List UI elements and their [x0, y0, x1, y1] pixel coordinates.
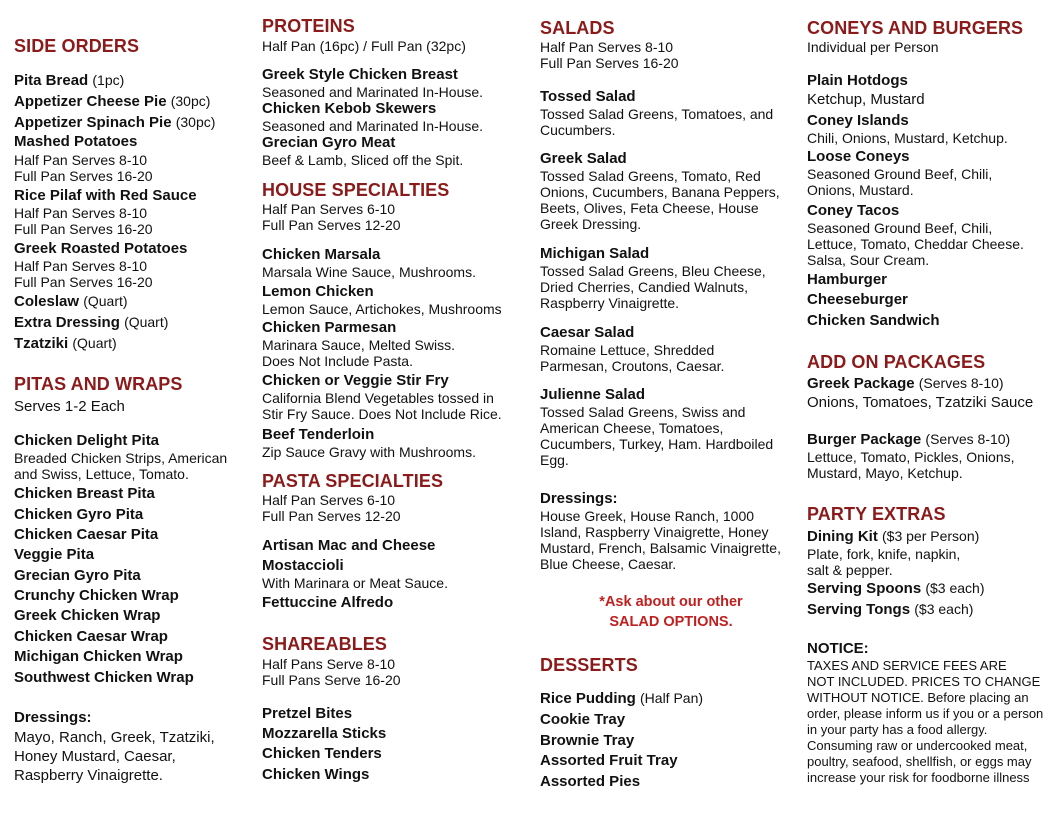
protein-item: Grecian Gyro Meat: [262, 134, 396, 151]
coney-desc: Seasoned Ground Beef, Chili,: [807, 166, 993, 182]
house-item-desc: Does Not Include Pasta.: [262, 353, 413, 369]
salad-desc: Tossed Salad Greens, Tomato, Red: [540, 168, 761, 184]
coney-desc: Onions, Mustard.: [807, 182, 914, 198]
pita-item: Crunchy Chicken Wrap: [14, 587, 179, 604]
shareable-item: Chicken Tenders: [262, 745, 382, 762]
addon-heading: ADD ON PACKAGES: [807, 352, 986, 372]
salad-item: Greek Salad: [540, 150, 627, 167]
salad-desc: Tossed Salad Greens, Swiss and: [540, 404, 746, 420]
protein-item-desc: Beef & Lamb, Sliced off the Spit.: [262, 152, 464, 168]
house-item: Chicken Parmesan: [262, 319, 397, 336]
coney-item: Coney Tacos: [807, 202, 900, 219]
coneys-heading: CONEYS AND BURGERS: [807, 18, 1024, 38]
salad-desc: Raspberry Vinaigrette.: [540, 295, 680, 311]
coney-desc: Seasoned Ground Beef, Chili,: [807, 220, 993, 236]
pita-dressings-line: Honey Mustard, Caesar,: [14, 748, 176, 765]
addon-item: Burger Package (Serves 8-10): [807, 431, 1011, 448]
notice-line: in your party has a food allergy.: [807, 722, 988, 737]
pita-item: Veggie Pita: [14, 546, 95, 563]
salad-desc: Parmesan, Croutons, Caesar.: [540, 358, 725, 374]
side-item-desc: Full Pan Serves 16-20: [14, 168, 153, 184]
salad-dressings-line: Blue Cheese, Caesar.: [540, 556, 677, 572]
house-specialties-heading: HOUSE SPECIALTIES: [262, 180, 450, 200]
pita-item-desc: Breaded Chicken Strips, American: [14, 450, 228, 466]
salad-desc: Beets, Olives, Feta Cheese, House: [540, 200, 759, 216]
protein-item-desc: Seasoned and Marinated In-House.: [262, 84, 484, 100]
salad-dressings-line: Island, Raspberry Vinaigrette, Honey: [540, 524, 769, 540]
coney-item: Loose Coneys: [807, 148, 910, 165]
salad-desc: American Cheese, Tomatoes,: [540, 420, 724, 436]
side-item-desc: Half Pan Serves 8-10: [14, 152, 148, 168]
coney-item: Plain Hotdogs: [807, 72, 908, 89]
salad-desc: Cucumbers, Turkey, Ham. Hardboiled: [540, 436, 774, 452]
notice-line: poultry, seafood, shellfish, or eggs may: [807, 754, 1032, 769]
side-orders-heading: SIDE ORDERS: [14, 36, 140, 56]
side-item-desc: Half Pan Serves 8-10: [14, 205, 148, 221]
salad-desc: Egg.: [540, 452, 569, 468]
side-item: Rice Pilaf with Red Sauce: [14, 187, 197, 204]
extras-desc: salt & pepper.: [807, 562, 893, 578]
salad-desc: Cucumbers.: [540, 122, 616, 138]
addon-desc: Mustard, Mayo, Ketchup.: [807, 465, 963, 481]
burger-item: Hamburger: [807, 271, 888, 288]
salads-heading: SALADS: [540, 18, 615, 38]
shareables-line: Half Pans Serve 8-10: [262, 656, 396, 672]
salad-item: Tossed Salad: [540, 88, 636, 105]
desserts-heading: DESSERTS: [540, 655, 638, 675]
pita-item: Chicken Breast Pita: [14, 485, 155, 502]
side-item-desc: Full Pan Serves 16-20: [14, 221, 153, 237]
side-item: Appetizer Spinach Pie (30pc): [14, 114, 216, 131]
pita-item-desc: and Swiss, Lettuce, Tomato.: [14, 466, 189, 482]
side-item-desc: Full Pan Serves 16-20: [14, 274, 153, 290]
notice-line: increase your risk for foodborne illness: [807, 770, 1030, 785]
burger-item: Cheeseburger: [807, 291, 908, 308]
pita-item: Chicken Caesar Pita: [14, 526, 159, 543]
house-line: Half Pan Serves 6-10: [262, 201, 396, 217]
salad-dressings-line: Mustard, French, Balsamic Vinaigrette,: [540, 540, 781, 556]
house-item-desc: Zip Sauce Gravy with Mushrooms.: [262, 444, 476, 460]
salad-desc: Tossed Salad Greens, Tomatoes, and: [540, 106, 774, 122]
party-extras-heading: PARTY EXTRAS: [807, 504, 946, 524]
pita-item: Chicken Gyro Pita: [14, 506, 144, 523]
protein-item: Greek Style Chicken Breast: [262, 66, 458, 83]
dessert-item: Assorted Pies: [540, 773, 641, 790]
pita-item: Michigan Chicken Wrap: [14, 648, 183, 665]
notice-line: Consuming raw or undercooked meat,: [807, 738, 1028, 753]
coney-desc: Chili, Onions, Mustard, Ketchup.: [807, 130, 1008, 146]
salads-line: Half Pan Serves 8-10: [540, 39, 674, 55]
salad-dressings-line: House Greek, House Ranch, 1000: [540, 508, 755, 524]
salad-item: Caesar Salad: [540, 324, 635, 341]
salad-options-note: *Ask about our other: [599, 594, 743, 610]
house-item: Chicken Marsala: [262, 246, 381, 263]
salad-item: Julienne Salad: [540, 386, 646, 403]
proteins-heading: PROTEINS: [262, 16, 355, 36]
side-item: Tzatziki (Quart): [14, 335, 117, 352]
protein-item: Chicken Kebob Skewers: [262, 100, 437, 117]
dessert-item: Cookie Tray: [540, 711, 626, 728]
house-item: Lemon Chicken: [262, 283, 374, 300]
side-item-desc: Half Pan Serves 8-10: [14, 258, 148, 274]
shareables-line: Full Pans Serve 16-20: [262, 672, 401, 688]
pasta-item-desc: With Marinara or Meat Sauce.: [262, 575, 448, 591]
extras-item: Serving Spoons ($3 each): [807, 580, 985, 597]
notice-title: NOTICE:: [807, 640, 869, 657]
side-item: Extra Dressing (Quart): [14, 314, 169, 331]
pasta-item: Mostaccioli: [262, 557, 344, 574]
salad-desc: Onions, Cucumbers, Banana Peppers,: [540, 184, 780, 200]
pita-dressings-line: Mayo, Ranch, Greek, Tzatziki,: [14, 729, 215, 746]
pasta-item: Artisan Mac and Cheese: [262, 537, 436, 554]
addon-desc: Lettuce, Tomato, Pickles, Onions,: [807, 449, 1015, 465]
shareable-item: Pretzel Bites: [262, 705, 353, 722]
pita-dressings-line: Raspberry Vinaigrette.: [14, 767, 163, 784]
salads-line: Full Pan Serves 16-20: [540, 55, 679, 71]
proteins-subtitle: Half Pan (16pc) / Full Pan (32pc): [262, 38, 466, 54]
dessert-item: Assorted Fruit Tray: [540, 752, 678, 769]
pita-item: Greek Chicken Wrap: [14, 607, 161, 624]
house-item-desc: Stir Fry Sauce. Does Not Include Rice.: [262, 406, 502, 422]
coney-desc: Salsa, Sour Cream.: [807, 252, 930, 268]
salad-dressings-title: Dressings:: [540, 490, 618, 507]
side-item: Greek Roasted Potatoes: [14, 240, 188, 257]
house-item: Beef Tenderloin: [262, 426, 375, 443]
dessert-item: Brownie Tray: [540, 732, 635, 749]
addon-desc: Onions, Tomatoes, Tzatziki Sauce: [807, 394, 1034, 411]
pita-item: Grecian Gyro Pita: [14, 567, 141, 584]
salad-desc: Dried Cherries, Candied Walnuts,: [540, 279, 749, 295]
notice-line: order, please inform us if you or a person: [807, 706, 1044, 721]
coney-desc: Lettuce, Tomato, Cheddar Cheese.: [807, 236, 1024, 252]
extras-item: Dining Kit ($3 per Person): [807, 528, 980, 545]
side-item: Pita Bread (1pc): [14, 72, 125, 89]
notice-line: WITHOUT NOTICE. Before placing an: [807, 690, 1029, 705]
pitas-subtitle: Serves 1-2 Each: [14, 398, 125, 415]
notice-line: TAXES AND SERVICE FEES ARE: [807, 658, 1007, 673]
shareables-heading: SHAREABLES: [262, 634, 388, 654]
protein-item-desc: Seasoned and Marinated In-House.: [262, 118, 484, 134]
salad-item: Michigan Salad: [540, 245, 650, 262]
pasta-heading: PASTA SPECIALTIES: [262, 471, 444, 491]
salad-desc: Romaine Lettuce, Shredded: [540, 342, 715, 358]
notice-line: NOT INCLUDED. PRICES TO CHANGE: [807, 674, 1041, 689]
salad-desc: Greek Dressing.: [540, 216, 642, 232]
house-item-desc: Lemon Sauce, Artichokes, Mushrooms: [262, 301, 502, 317]
house-item-desc: California Blend Vegetables tossed in: [262, 390, 494, 406]
house-item-desc: Marinara Sauce, Melted Swiss.: [262, 337, 455, 353]
pita-dressings-title: Dressings:: [14, 709, 92, 726]
salad-desc: Tossed Salad Greens, Bleu Cheese,: [540, 263, 766, 279]
pita-item: Chicken Caesar Wrap: [14, 628, 168, 645]
pasta-line: Half Pan Serves 6-10: [262, 492, 396, 508]
side-item: Coleslaw (Quart): [14, 293, 128, 310]
coneys-subtitle: Individual per Person: [807, 39, 939, 55]
side-item: Mashed Potatoes: [14, 133, 138, 150]
pasta-line: Full Pan Serves 12-20: [262, 508, 401, 524]
extras-desc: Plate, fork, knife, napkin,: [807, 546, 961, 562]
pita-item: Southwest Chicken Wrap: [14, 669, 194, 686]
extras-item: Serving Tongs ($3 each): [807, 601, 974, 618]
pitas-wraps-heading: PITAS AND WRAPS: [14, 374, 183, 394]
coney-desc: Ketchup, Mustard: [807, 91, 925, 108]
coney-item: Coney Islands: [807, 112, 909, 129]
shareable-item: Chicken Wings: [262, 766, 370, 783]
salad-options-note: SALAD OPTIONS.: [609, 614, 733, 630]
pita-item: Chicken Delight Pita: [14, 432, 160, 449]
shareable-item: Mozzarella Sticks: [262, 725, 387, 742]
house-line: Full Pan Serves 12-20: [262, 217, 401, 233]
dessert-item: Rice Pudding (Half Pan): [540, 690, 704, 707]
house-item: Chicken or Veggie Stir Fry: [262, 372, 449, 389]
house-item-desc: Marsala Wine Sauce, Mushrooms.: [262, 264, 476, 280]
side-item: Appetizer Cheese Pie (30pc): [14, 93, 211, 110]
pasta-item: Fettuccine Alfredo: [262, 594, 394, 611]
addon-item: Greek Package (Serves 8-10): [807, 375, 1004, 392]
burger-item: Chicken Sandwich: [807, 312, 940, 329]
